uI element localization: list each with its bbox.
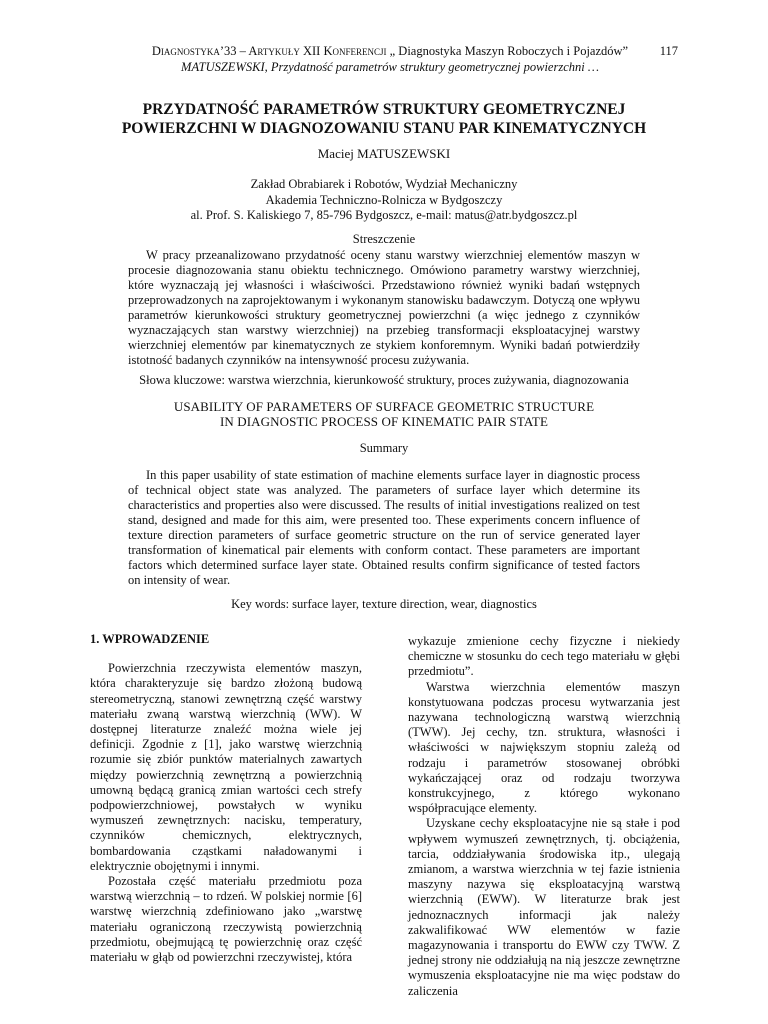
intro-paragraph-2: Pozostała część materiału przedmiotu poza warstwą wierzchnią – to rdzeń. W polskiej normie [6] warstwę wierzchnią zdefiniowano jako „warstwę materiału ograniczoną rzeczywistą powierzchnią przedmiotu, obejmującą tę powierzchnię oraz część materiału w głąb od powierzchni rzeczywistej, która [90, 874, 362, 965]
journal-name: Diagnostyka’33 – Artykuły XII Konferencji [151, 44, 387, 58]
affiliation-line-3: al. Prof. S. Kaliskiego 7, 85-796 Bydgoszcz, e-mail: matus@atr.bydgoszcz.pl [190, 208, 578, 222]
abstract-text-pl: W pracy przeanalizowano przydatność oceny stanu warstwy wierzchniej elementów maszyn w procesie diagnozowania stanu obiektu technicznego. Omówiono parametry warstwy wierzchniej, które wyznaczają jej własności i właściwości. Przedstawiono również wyniki badań wstępnych przeprowadzonych na zaprojektowanym i wykonanym stanowisku badawczym. Dotyczą one wpływu parametrów kierunkowości struktury geometrycznej powierzchni (a więc jednego z czynników wyznaczających stan warstwy wierzchniej) na przebieg transformacji eksploatacyjnej warstwy wierzchniej elementów par kinematycznych ze stykiem konforemnym. Wyniki badań potwierdziły istotność badanych czynników na intensywność procesu zużywania. [128, 248, 640, 367]
keywords-en: Key words: surface layer, texture direction, wear, diagnostics [231, 597, 537, 611]
journal-header [100, 44, 680, 59]
section-title: 1. WPROWADZENIE [90, 632, 210, 646]
intro-paragraph-3: Warstwa wierzchnia elementów maszyn konstytuowana podczas procesu wytwarzania jest nazywana technologiczną warstwą wierzchnią (TWW). Jej cechy, tzn. struktura, własności i właściwości w największym stopniu zależą od rodzaju i parametrów stosowanej obróbki wykańczającej oraz od rodzaju tworzywa konstrukcyjnego, z którego wykonano współpracujące elementy. [408, 679, 680, 816]
title-line-1: PRZYDATNOŚĆ PARAMETRÓW STRUKTURY GEOMETRYCZNEJ [142, 101, 626, 118]
title-line-2: POWIERZCHNI W DIAGNOZOWANIU STANU PAR KINEMATYCZNYCH [121, 120, 647, 137]
abstract-heading-pl: Streszczenie [352, 232, 416, 246]
running-title: MATUSZEWSKI, Przydatność parametrów struktury geometrycznej powierzchni … [181, 60, 599, 74]
paper-title [90, 100, 678, 138]
english-title-line-1: USABILITY OF PARAMETERS OF SURFACE GEOMETRIC STRUCTURE [173, 399, 595, 414]
summary-heading: Summary [359, 441, 409, 455]
author-name: Maciej MATUSZEWSKI [317, 146, 451, 161]
page-number: 117 [659, 44, 678, 58]
right-column [408, 634, 680, 999]
left-column [90, 632, 362, 965]
affiliation [90, 177, 678, 224]
english-title-line-2: IN DIAGNOSTIC PROCESS OF KINEMATIC PAIR STATE [219, 414, 548, 429]
conference-name: „ Diagnostyka Maszyn Roboczych i Pojazdów” [386, 44, 629, 58]
intro-paragraph-2-continued: wykazuje zmienione cechy fizyczne i niekiedy chemiczne w stosunku do cech tego materiału w głębi przedmiotu”. [408, 634, 680, 679]
summary-text: In this paper usability of state estimation of machine elements surface layer in diagnostic process of technical object state was analyzed. The parameters of surface layer which determine its characteristics and properties also were discussed. The results of initial investigations realized on test stand, designed and made for this aim, were presented too. These experiments concern influence of texture direction parameters of surface geometric structure on the run of service generated layer transformation of kinematical pair elements with conform contact. These parameters are important factors which determined surface layer state. Obtained results confirm significance of tested factors on intensity of wear. [128, 468, 640, 587]
intro-paragraph-1: Powierzchnia rzeczywista elementów maszyn, która charakteryzuje się bardzo złożoną budową stereometryczną, stanowi zewnętrzną część warstwy materiału zwaną warstwą wierzchnią (WW). W dostępnej literaturze znaleźć można wiele jej definicji. Zgodnie z [1], jako warstwę wierzchnią rozumie się zbiór punktów materialnych zawartych między powierzchnią zewnętrzną a powierzchnią umowną będącą granicą zmian wartości cech strefy podpowierzchniowej, powstałych w wyniku wymuszeń zewnętrznych: nacisku, temperatury, czynników chemicznych, elektrycznych, bombardowania cząstkami naładowanymi i elektrycznie obojętnymi i innymi. [90, 661, 362, 873]
affiliation-line-2: Akademia Techniczno-Rolnicza w Bydgoszczy [265, 192, 503, 207]
english-title [90, 399, 678, 429]
affiliation-line-1: Zakład Obrabiarek i Robotów, Wydział Mechaniczny [250, 177, 518, 191]
keywords-pl: Słowa kluczowe: warstwa wierzchnia, kierunkowość struktury, proces zużywania, diagnozowania [139, 373, 629, 387]
intro-paragraph-4: Uzyskane cechy eksploatacyjne nie są stałe i pod wpływem wymuszeń zewnętrznych, tj. obciążenia, tarcia, oddziaływania środowiska itp., ulegają zmianom, a warstwa wierzchnia w tej fazie istnienia maszyny nazywa się eksploatacyjną warstwą wierzchnią (EWW). W literaturze brak jest jednoznacznych informacji jak należy zakwalifikować WW elementów w fazie magazynowania i transportu do EWW czy TWW. Z jednej strony nie oddziałują na nią jeszcze zewnętrzne wymuszenia eksploatacyjne nie ma więc podstaw do zaliczenia [408, 816, 680, 998]
